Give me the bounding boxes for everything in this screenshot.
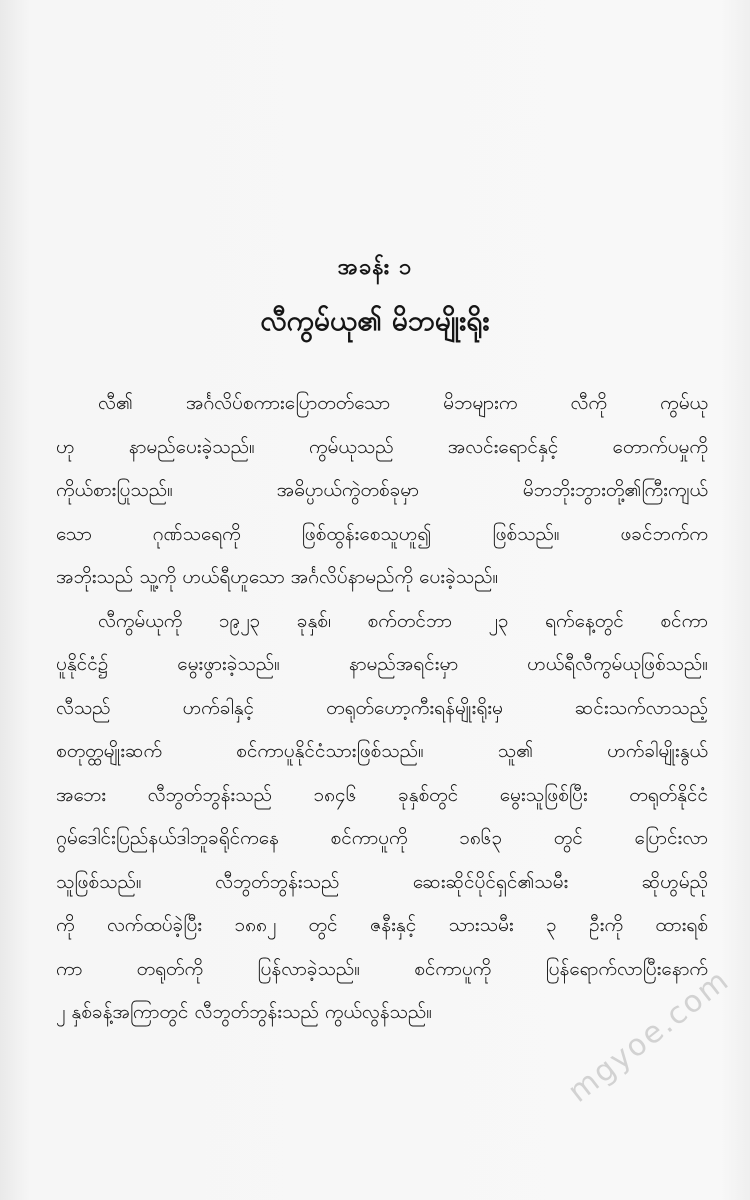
- text-line: ကို လက်ထပ်ခဲ့ပြီး ၁၈၈၂ တွင် ဇနီးနှင့် သားသမီး ၃ ဦးကို ထားရစ်: [56, 914, 708, 936]
- chapter-title: လီကွမ်ယု၏ မိဘမျိုးရိုး: [260, 304, 490, 337]
- text-line: လီ၏ အင်္ဂလိပ်စကားပြောတတ်သော မိဘများက လီကို ကွမ်ယု: [98, 392, 708, 414]
- text-line: ကိုယ်စားပြုသည်။ အဓိပ္ပာယ်ကွဲတစ်ခုမှာ မိဘဘိုးဘွားတို့၏ကြီးကျယ်: [56, 479, 708, 501]
- text-line: ဂွမ်ဒေါင်းပြည်နယ်ဒါဘူခရိုင်ကနေ စင်ကာပူကို ၁၈၆၃ တွင် ပြောင်းလာ: [56, 827, 708, 849]
- text-line: လီသည် ဟက်ခါနှင့် တရုတ်ဟော့ကီးရန်မျိုးရိုးမှ ဆင်းသက်လာသည့်: [56, 696, 708, 719]
- text-line: လီကွမ်ယုကို ၁၉၂၃ ခုနှစ်၊ စက်တင်ဘာ ၂၃ ရက်နေ့တွင် စင်ကာ: [98, 609, 708, 632]
- text-line: သူဖြစ်သည်။ လီဘွတ်ဘွန်းသည် ဆေးဆိုင်ပိုင်ရှင်၏သမီး ဆိုဟွမ်ညို: [56, 870, 708, 893]
- text-line: အဘိုးသည် သူ့ကို ဟယ်ရီဟူသော အင်္ဂလိပ်နာမည်ကို ပေးခဲ့သည်။: [56, 566, 499, 588]
- text-line: စတုတ္ထမျိုးဆက် စင်ကာပူနိုင်ငံသားဖြစ်သည်။ သူ၏ ဟက်ခါမျိုးနွယ်: [56, 740, 708, 762]
- text-line: သော ဂုဏ်သရေကို ဖြစ်ထွန်းစေသူဟူ၍ ဖြစ်သည်။ ဖခင်ဘက်က: [56, 522, 708, 545]
- body-text: [56, 382, 708, 1035]
- text-line: အဘေး လီဘွတ်ဘွန်းသည် ၁၈၄၆ ခုနှစ်တွင် မွေးသူဖြစ်ပြီး တရုတ်နိုင်ငံ: [56, 783, 708, 806]
- text-line: ဟု နာမည်ပေးခဲ့သည်။ ကွမ်ယုသည် အလင်းရောင်နှင့် တောက်ပမှုကို: [56, 435, 708, 458]
- text-line: ကာ တရုတ်ကို ပြန်လာခဲ့သည်။ စင်ကာပူကို ပြန်ရောက်လာပြီးနောက်: [56, 957, 708, 980]
- text-line: ပူနိုင်ငံ၌ မွေးဖွားခဲ့သည်။ နာမည်အရင်းမှာ ဟယ်ရီလီကွမ်ယုဖြစ်သည်။: [56, 653, 708, 675]
- chapter-label: အခန်း ၁: [337, 255, 413, 280]
- watermark: mgyoe.com: [561, 962, 736, 1110]
- text-line: ၂ နှစ်ခန့်အကြာတွင် လီဘွတ်ဘွန်းသည် ကွယ်လွန်သည်။: [56, 1001, 433, 1023]
